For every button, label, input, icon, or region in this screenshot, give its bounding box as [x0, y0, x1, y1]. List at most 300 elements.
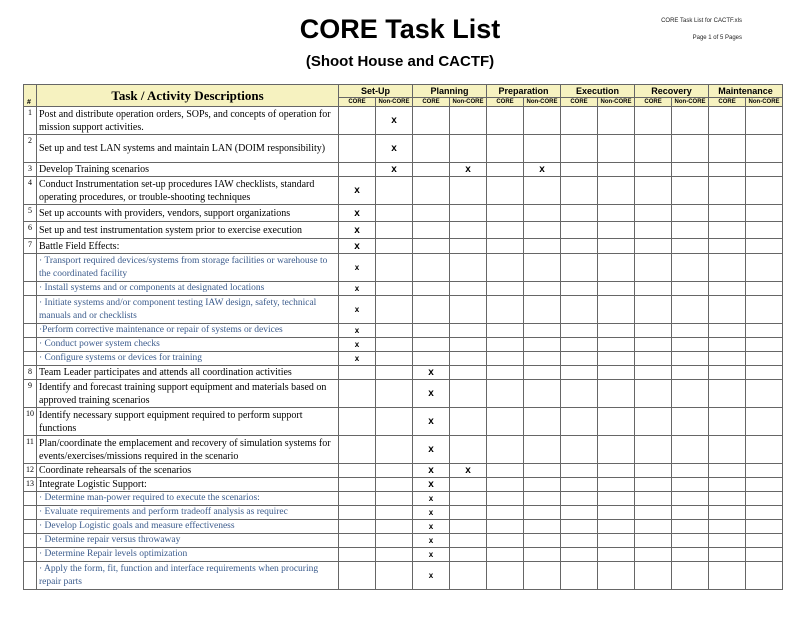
empty-cell: [746, 163, 783, 177]
empty-cell: [339, 107, 376, 135]
empty-cell: [635, 222, 672, 239]
empty-cell: [339, 506, 376, 520]
empty-cell: [635, 282, 672, 296]
empty-cell: [598, 296, 635, 324]
empty-cell: [672, 506, 709, 520]
task-description: ·Perform corrective maintenance or repair of systems or devices: [37, 324, 339, 338]
empty-cell: [524, 464, 561, 478]
empty-cell: [487, 205, 524, 222]
task-description: Set up and test instrumentation system prior to exercise execution: [37, 222, 339, 239]
check-mark: x: [413, 534, 450, 548]
empty-cell: [450, 380, 487, 408]
row-number: [24, 562, 37, 590]
empty-cell: [672, 436, 709, 464]
empty-cell: [746, 205, 783, 222]
empty-cell: [709, 222, 746, 239]
table-row: [24, 548, 783, 562]
check-mark: x: [339, 205, 376, 222]
empty-cell: [561, 163, 598, 177]
row-number: 1: [24, 107, 37, 135]
row-number: 10: [24, 408, 37, 436]
empty-cell: [635, 107, 672, 135]
task-description: Post and distribute operation orders, SOPs, and concepts of operation for mission support activities.: [37, 107, 339, 135]
empty-cell: [598, 282, 635, 296]
empty-cell: [376, 282, 413, 296]
row-number: 7: [24, 239, 37, 254]
empty-cell: [561, 338, 598, 352]
row-number: [24, 324, 37, 338]
empty-cell: [376, 205, 413, 222]
empty-cell: [672, 408, 709, 436]
empty-cell: [598, 562, 635, 590]
empty-cell: [746, 282, 783, 296]
check-mark: x: [339, 254, 376, 282]
table-row: [24, 107, 783, 135]
empty-cell: [487, 436, 524, 464]
empty-cell: [561, 205, 598, 222]
empty-cell: [561, 239, 598, 254]
row-number: 8: [24, 366, 37, 380]
table-row: [24, 338, 783, 352]
empty-cell: [598, 478, 635, 492]
empty-cell: [450, 562, 487, 590]
empty-cell: [413, 222, 450, 239]
empty-cell: [746, 177, 783, 205]
empty-cell: [746, 222, 783, 239]
empty-cell: [376, 222, 413, 239]
task-description: Coordinate rehearsals of the scenarios: [37, 464, 339, 478]
empty-cell: [561, 506, 598, 520]
empty-cell: [487, 107, 524, 135]
empty-cell: [561, 135, 598, 163]
empty-cell: [487, 324, 524, 338]
empty-cell: [450, 296, 487, 324]
empty-cell: [672, 163, 709, 177]
row-number: [24, 254, 37, 282]
empty-cell: [709, 282, 746, 296]
empty-cell: [376, 296, 413, 324]
empty-cell: [635, 135, 672, 163]
task-description: Identify necessary support equipment required to perform support functions: [37, 408, 339, 436]
empty-cell: [487, 534, 524, 548]
check-mark: x: [339, 239, 376, 254]
empty-cell: [450, 205, 487, 222]
empty-cell: [524, 492, 561, 506]
empty-cell: [709, 534, 746, 548]
empty-cell: [598, 177, 635, 205]
empty-cell: [709, 107, 746, 135]
empty-cell: [487, 222, 524, 239]
empty-cell: [487, 366, 524, 380]
empty-cell: [672, 520, 709, 534]
empty-cell: [339, 163, 376, 177]
empty-cell: [450, 548, 487, 562]
empty-cell: [450, 506, 487, 520]
empty-cell: [413, 254, 450, 282]
empty-cell: [376, 380, 413, 408]
phase-header: Maintenance: [709, 85, 783, 98]
empty-cell: [635, 380, 672, 408]
empty-cell: [709, 239, 746, 254]
empty-cell: [635, 464, 672, 478]
empty-cell: [413, 163, 450, 177]
empty-cell: [561, 562, 598, 590]
empty-cell: [413, 239, 450, 254]
empty-cell: [339, 366, 376, 380]
empty-cell: [450, 338, 487, 352]
empty-cell: [709, 163, 746, 177]
empty-cell: [376, 436, 413, 464]
empty-cell: [450, 135, 487, 163]
task-description: Team Leader participates and attends all coordination activities: [37, 366, 339, 380]
empty-cell: [709, 338, 746, 352]
empty-cell: [524, 380, 561, 408]
empty-cell: [487, 338, 524, 352]
empty-cell: [746, 464, 783, 478]
table-row: [24, 205, 783, 222]
empty-cell: [746, 506, 783, 520]
empty-cell: [561, 520, 598, 534]
empty-cell: [709, 492, 746, 506]
empty-cell: [376, 254, 413, 282]
empty-cell: [339, 478, 376, 492]
empty-cell: [450, 324, 487, 338]
empty-cell: [413, 352, 450, 366]
empty-cell: [524, 562, 561, 590]
empty-cell: [413, 338, 450, 352]
check-mark: x: [339, 352, 376, 366]
table-row: [24, 366, 783, 380]
empty-cell: [672, 135, 709, 163]
empty-cell: [413, 296, 450, 324]
empty-cell: [598, 163, 635, 177]
empty-cell: [487, 520, 524, 534]
row-number: [24, 548, 37, 562]
empty-cell: [635, 296, 672, 324]
empty-cell: [524, 239, 561, 254]
empty-cell: [672, 464, 709, 478]
noncore-subheader: Non-CORE: [450, 98, 487, 107]
header-file-name: CORE Task List for CACTF.xls: [661, 18, 742, 24]
empty-cell: [450, 534, 487, 548]
empty-cell: [524, 135, 561, 163]
check-mark: x: [413, 478, 450, 492]
check-mark: x: [450, 464, 487, 478]
row-number: 11: [24, 436, 37, 464]
empty-cell: [339, 562, 376, 590]
empty-cell: [598, 352, 635, 366]
empty-cell: [561, 282, 598, 296]
empty-cell: [709, 464, 746, 478]
empty-cell: [450, 254, 487, 282]
empty-cell: [746, 239, 783, 254]
empty-cell: [709, 408, 746, 436]
empty-cell: [524, 296, 561, 324]
empty-cell: [635, 436, 672, 464]
row-number: [24, 282, 37, 296]
empty-cell: [635, 478, 672, 492]
task-description: Set up accounts with providers, vendors, support organizations: [37, 205, 339, 222]
empty-cell: [746, 296, 783, 324]
empty-cell: [635, 562, 672, 590]
empty-cell: [376, 520, 413, 534]
check-mark: x: [339, 296, 376, 324]
empty-cell: [524, 205, 561, 222]
empty-cell: [487, 254, 524, 282]
noncore-subheader: Non-CORE: [524, 98, 561, 107]
check-mark: x: [413, 506, 450, 520]
empty-cell: [561, 464, 598, 478]
row-number: 4: [24, 177, 37, 205]
empty-cell: [339, 464, 376, 478]
empty-cell: [672, 324, 709, 338]
empty-cell: [746, 408, 783, 436]
core-subheader: CORE: [339, 98, 376, 107]
empty-cell: [598, 534, 635, 548]
task-description: Battle Field Effects:: [37, 239, 339, 254]
core-subheader: CORE: [635, 98, 672, 107]
empty-cell: [524, 506, 561, 520]
empty-cell: [672, 338, 709, 352]
empty-cell: [635, 254, 672, 282]
empty-cell: [635, 338, 672, 352]
check-mark: x: [413, 380, 450, 408]
check-mark: x: [413, 366, 450, 380]
empty-cell: [561, 254, 598, 282]
empty-cell: [746, 366, 783, 380]
empty-cell: [450, 408, 487, 436]
empty-cell: [376, 548, 413, 562]
empty-cell: [709, 135, 746, 163]
empty-cell: [635, 239, 672, 254]
check-mark: x: [339, 177, 376, 205]
empty-cell: [598, 107, 635, 135]
empty-cell: [746, 324, 783, 338]
empty-cell: [746, 478, 783, 492]
empty-cell: [672, 177, 709, 205]
empty-cell: [709, 296, 746, 324]
empty-cell: [376, 366, 413, 380]
check-mark: x: [413, 464, 450, 478]
table-row: [24, 352, 783, 366]
table-row: [24, 534, 783, 548]
empty-cell: [635, 492, 672, 506]
task-description: · Determine repair versus throwaway: [37, 534, 339, 548]
empty-cell: [709, 352, 746, 366]
empty-cell: [598, 222, 635, 239]
page-title: CORE Task List: [299, 14, 501, 44]
task-description: Develop Training scenarios: [37, 163, 339, 177]
table-row: [24, 163, 783, 177]
empty-cell: [524, 222, 561, 239]
empty-cell: [376, 352, 413, 366]
check-mark: x: [413, 408, 450, 436]
empty-cell: [487, 177, 524, 205]
empty-cell: [561, 352, 598, 366]
empty-cell: [746, 436, 783, 464]
row-number: 13: [24, 478, 37, 492]
phase-header: Execution: [561, 85, 635, 98]
empty-cell: [635, 324, 672, 338]
empty-cell: [746, 562, 783, 590]
task-description: Integrate Logistic Support:: [37, 478, 339, 492]
table-row: [24, 380, 783, 408]
row-number-header: #: [24, 85, 37, 107]
task-description: · Apply the form, fit, function and interface requirements when procuring repair parts: [37, 562, 339, 590]
empty-cell: [672, 548, 709, 562]
empty-cell: [635, 520, 672, 534]
empty-cell: [561, 366, 598, 380]
task-description: · Transport required devices/systems from storage facilities or warehouse to the coordinated facility: [37, 254, 339, 282]
empty-cell: [672, 380, 709, 408]
empty-cell: [746, 352, 783, 366]
table-row: [24, 177, 783, 205]
empty-cell: [746, 338, 783, 352]
empty-cell: [672, 254, 709, 282]
empty-cell: [487, 352, 524, 366]
empty-cell: [450, 282, 487, 296]
empty-cell: [487, 296, 524, 324]
empty-cell: [709, 548, 746, 562]
empty-cell: [450, 222, 487, 239]
empty-cell: [450, 352, 487, 366]
empty-cell: [413, 107, 450, 135]
row-number: 3: [24, 163, 37, 177]
empty-cell: [524, 282, 561, 296]
empty-cell: [635, 534, 672, 548]
empty-cell: [709, 506, 746, 520]
empty-cell: [450, 239, 487, 254]
empty-cell: [598, 366, 635, 380]
empty-cell: [635, 548, 672, 562]
row-number: 2: [24, 135, 37, 163]
check-mark: x: [413, 436, 450, 464]
noncore-subheader: Non-CORE: [672, 98, 709, 107]
empty-cell: [635, 163, 672, 177]
row-number: [24, 352, 37, 366]
empty-cell: [561, 380, 598, 408]
empty-cell: [598, 520, 635, 534]
table-row: [24, 492, 783, 506]
empty-cell: [709, 254, 746, 282]
empty-cell: [598, 408, 635, 436]
row-number: 6: [24, 222, 37, 239]
empty-cell: [635, 366, 672, 380]
table-row: [24, 408, 783, 436]
empty-cell: [376, 492, 413, 506]
empty-cell: [376, 478, 413, 492]
check-mark: x: [376, 163, 413, 177]
empty-cell: [524, 520, 561, 534]
check-mark: x: [450, 163, 487, 177]
empty-cell: [672, 492, 709, 506]
empty-cell: [635, 205, 672, 222]
empty-cell: [487, 135, 524, 163]
empty-cell: [339, 548, 376, 562]
empty-cell: [598, 135, 635, 163]
empty-cell: [672, 352, 709, 366]
table-row: [24, 506, 783, 520]
empty-cell: [598, 548, 635, 562]
core-subheader: CORE: [413, 98, 450, 107]
empty-cell: [450, 492, 487, 506]
empty-cell: [413, 205, 450, 222]
empty-cell: [598, 380, 635, 408]
empty-cell: [413, 324, 450, 338]
empty-cell: [376, 562, 413, 590]
empty-cell: [635, 506, 672, 520]
table-row: [24, 296, 783, 324]
task-description: · Determine Repair levels optimization: [37, 548, 339, 562]
empty-cell: [598, 464, 635, 478]
task-description: · Determine man-power required to execute the scenarios:: [37, 492, 339, 506]
empty-cell: [561, 296, 598, 324]
empty-cell: [561, 478, 598, 492]
empty-cell: [561, 436, 598, 464]
empty-cell: [524, 177, 561, 205]
task-description: · Install systems and or components at designated locations: [37, 282, 339, 296]
empty-cell: [746, 254, 783, 282]
empty-cell: [487, 163, 524, 177]
empty-cell: [524, 436, 561, 464]
check-mark: x: [413, 548, 450, 562]
row-number: 5: [24, 205, 37, 222]
empty-cell: [709, 177, 746, 205]
empty-cell: [524, 534, 561, 548]
empty-cell: [746, 380, 783, 408]
empty-cell: [450, 436, 487, 464]
empty-cell: [598, 338, 635, 352]
empty-cell: [524, 352, 561, 366]
phase-header: Recovery: [635, 85, 709, 98]
table-row: [24, 254, 783, 282]
empty-cell: [709, 436, 746, 464]
empty-cell: [524, 548, 561, 562]
empty-cell: [339, 436, 376, 464]
table-row: [24, 324, 783, 338]
empty-cell: [672, 366, 709, 380]
empty-cell: [524, 408, 561, 436]
row-number: 12: [24, 464, 37, 478]
empty-cell: [746, 492, 783, 506]
core-subheader: CORE: [709, 98, 746, 107]
empty-cell: [709, 520, 746, 534]
empty-cell: [746, 520, 783, 534]
empty-cell: [376, 338, 413, 352]
empty-cell: [339, 380, 376, 408]
check-mark: x: [339, 222, 376, 239]
task-description: · Develop Logistic goals and measure effectiveness: [37, 520, 339, 534]
noncore-subheader: Non-CORE: [598, 98, 635, 107]
empty-cell: [635, 177, 672, 205]
empty-cell: [450, 107, 487, 135]
page-subtitle: (Shoot House and CACTF): [305, 53, 495, 70]
table-row: [24, 436, 783, 464]
empty-cell: [709, 366, 746, 380]
empty-cell: [487, 282, 524, 296]
empty-cell: [524, 107, 561, 135]
empty-cell: [376, 506, 413, 520]
task-description: · Evaluate requirements and perform tradeoff analysis as requirec: [37, 506, 339, 520]
empty-cell: [487, 239, 524, 254]
empty-cell: [339, 520, 376, 534]
check-mark: x: [524, 163, 561, 177]
empty-cell: [487, 506, 524, 520]
empty-cell: [450, 366, 487, 380]
check-mark: x: [413, 492, 450, 506]
empty-cell: [413, 177, 450, 205]
empty-cell: [487, 548, 524, 562]
